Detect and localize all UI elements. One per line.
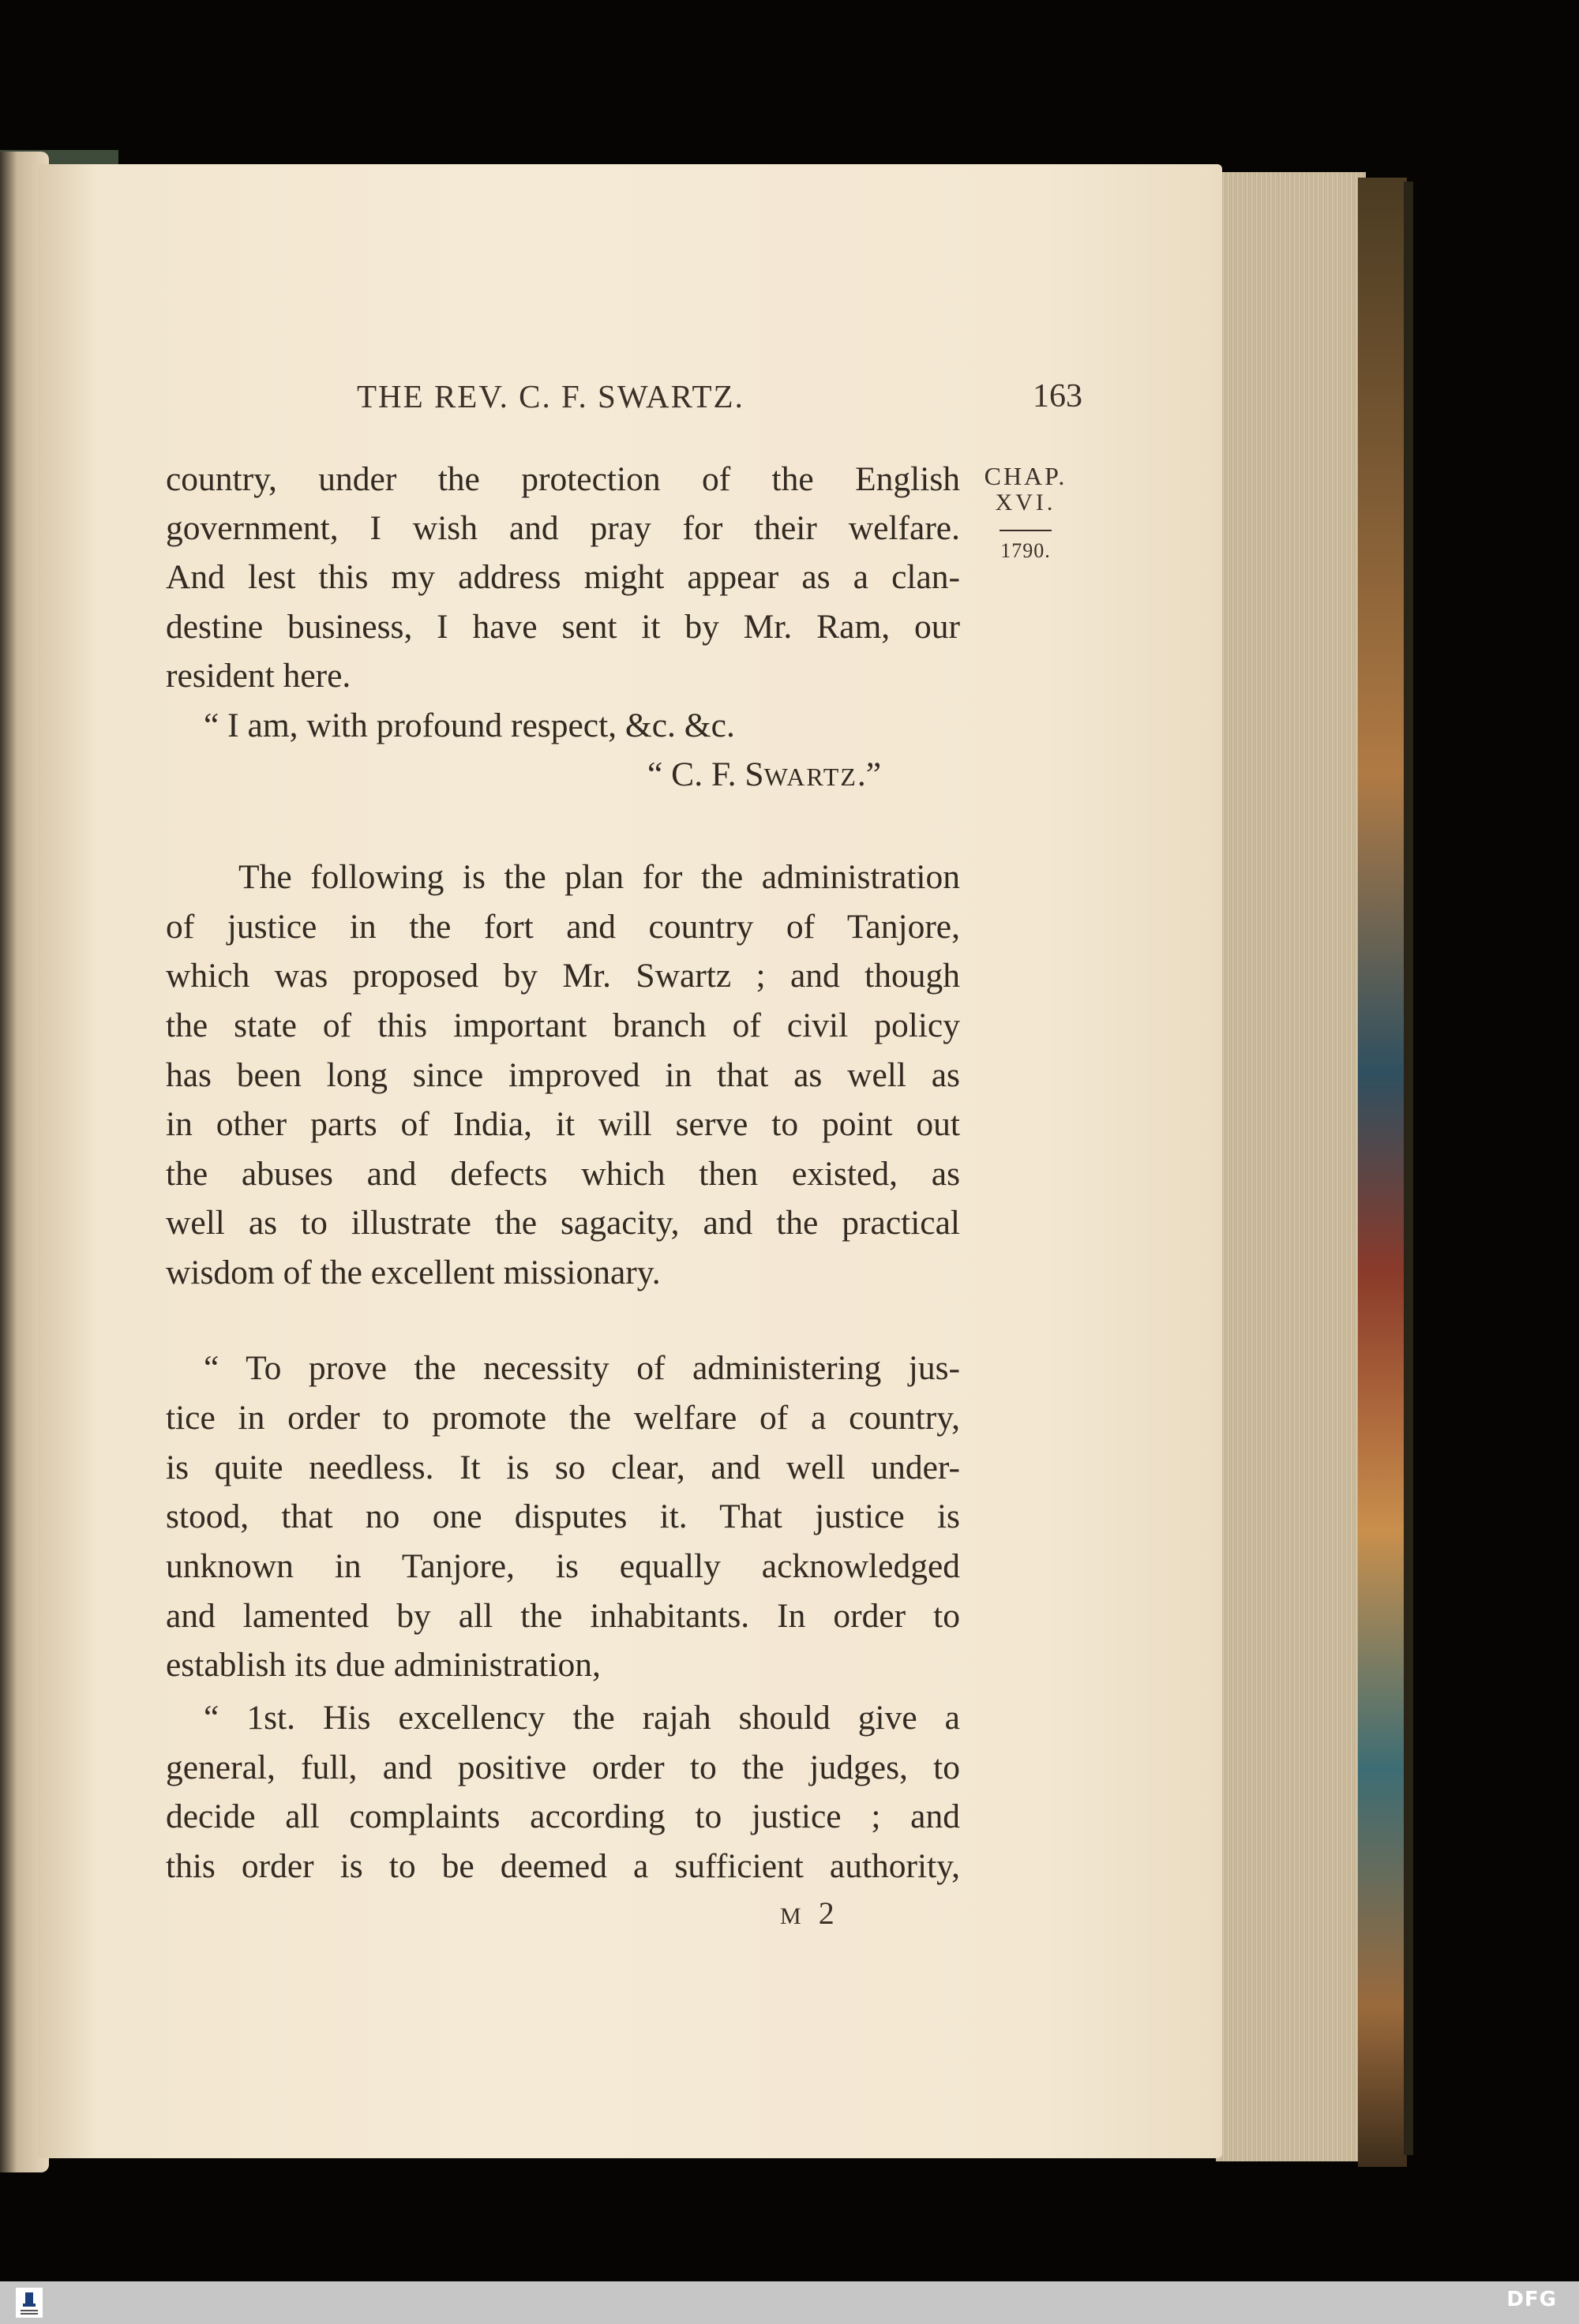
signature-smallcaps: WARTZ: [763, 763, 857, 791]
text-line: in other parts of India, it will serve to point out: [166, 1105, 960, 1143]
text-line: which was proposed by Mr. Swartz ; and though: [166, 957, 960, 995]
running-head: THE REV. C. F. SWARTZ.: [357, 378, 744, 414]
text-line: unknown in Tanjore, is equally acknowledged: [166, 1547, 960, 1585]
text-line: stood, that no one disputes it. That justice is: [166, 1497, 960, 1535]
signature-open: “ C. F. S: [647, 755, 764, 793]
text-line: well as to illustrate the sagacity, and the practical: [166, 1204, 960, 1242]
text-line: resident here.: [166, 657, 351, 695]
text-line: The following is the plan for the administration: [238, 858, 960, 896]
text-line: “ To prove the necessity of administering jus-: [204, 1349, 960, 1387]
text-line: government, I wish and pray for their welfare.: [166, 509, 960, 547]
cover-edge: [1404, 182, 1413, 2155]
chapter-label: CHAP.: [984, 462, 1067, 490]
viewer-footer-bar: [0, 2281, 1579, 2324]
signature-mark-number: 2: [818, 1895, 839, 1931]
text-line: wisdom of the excellent missionary.: [166, 1254, 661, 1291]
fore-edge-pages: [1216, 172, 1366, 2161]
text-line: is quite needless. It is so clear, and well under-: [166, 1449, 960, 1486]
chapter-number: XVI.: [995, 489, 1056, 515]
text-line: this order is to be deemed a sufficient authority,: [166, 1847, 960, 1885]
margin-note: [979, 462, 1072, 563]
text-line: country, under the protection of the English: [166, 460, 960, 498]
text-line: the state of this important branch of civil policy: [166, 1006, 960, 1044]
text-line: “ 1st. His excellency the rajah should give a: [204, 1699, 960, 1737]
text-line: of justice in the fort and country of Tanjore,: [166, 908, 960, 946]
signature-line: [647, 750, 960, 799]
library-logo-icon[interactable]: [16, 2288, 43, 2318]
text-line: the abuses and defects which then existed, as: [166, 1155, 960, 1193]
marbled-cover: [1358, 178, 1407, 2167]
text-line: establish its due administration,: [166, 1646, 601, 1684]
text-line: “ I am, with profound respect, &c. &c.: [204, 707, 735, 744]
printer-signature-mark: [780, 1895, 839, 1932]
signature-mark-letter: M: [780, 1903, 806, 1929]
margin-year: 1790.: [1000, 539, 1051, 562]
signature-close: .”: [857, 755, 882, 793]
page-number: 163: [1033, 378, 1082, 414]
text-line: tice in order to promote the welfare of a country,: [166, 1399, 960, 1437]
text-line: decide all complaints according to justice ; and: [166, 1797, 960, 1835]
text-line: general, full, and positive order to the judges, to: [166, 1749, 960, 1786]
text-line: and lamented by all the inhabitants. In order to: [166, 1597, 960, 1635]
text-line: And lest this my address might appear as a clan-: [166, 558, 960, 596]
dfg-logo[interactable]: DFG: [1506, 2288, 1557, 2311]
margin-rule: [1000, 530, 1052, 531]
text-line: has been long since improved in that as well as: [166, 1056, 960, 1094]
text-line: destine business, I have sent it by Mr. Ram, our: [166, 608, 960, 646]
